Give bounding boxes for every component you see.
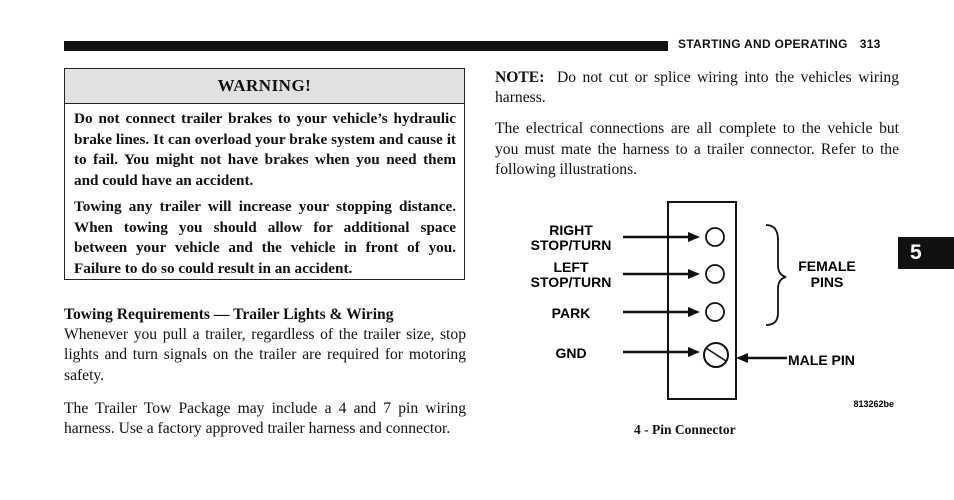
running-header [678,37,881,51]
four-pin-connector-diagram [520,195,900,415]
label-right-stop-turn: STOP/TURN [530,237,612,253]
warning-title: WARNING! [65,69,464,104]
arrow-left-stop-turn [623,269,700,279]
left-column [64,305,466,452]
note-paragraph [495,68,899,108]
warning-paragraph-1: Do not connect trailer brakes to your vehicle’s hydraulic brake lines. It can overload your brake system and cause it to fail. You might not have brakes when you need them and could have an accident. [74,110,456,189]
label-left-stop-turn: STOP/TURN [530,274,612,290]
arrow-right-stop-turn [623,232,700,242]
figure-code: 813262be [853,399,894,409]
warning-paragraph-2: Towing any trailer will increase your stopping distance. When towing you should allow for additional space between your vehicle and the vehicle in front of you. Failure to do so could result in an accident. [74,198,456,277]
trailer-lights-paragraph [64,305,466,386]
connector-body [668,202,736,399]
label-gnd: GND [555,345,587,361]
label-park: PARK [551,305,591,321]
header-rule [64,41,668,51]
arrow-male-pin [736,353,787,363]
note-text: Do not cut or splice wiring into the vehicles wiring harness. [495,69,899,107]
pin-park [706,303,724,321]
label-right: RIGHT [549,222,593,238]
note-label: NOTE: [495,69,545,86]
header-section: STARTING AND OPERATING [678,37,848,51]
paragraph-1: Whenever you pull a trailer, regardless of the trailer size, stop lights and turn signals on the trailer are required for motoring safety. [64,326,466,384]
warning-box [64,68,465,280]
connections-paragraph: The electrical connections are all complete to the vehicle but you must mate the harness to a trailer connector. Refer to the following illustrations. [495,120,899,178]
label-pins: PINS [810,274,844,290]
pin-right-stop-turn [706,228,724,246]
warning-body [65,104,464,279]
arrow-park [623,307,700,317]
subheading: Towing Requirements — Trailer Lights & Wiring [64,306,394,323]
paragraph-2: The Trailer Tow Package may include a 4 and 7 pin wiring harness. Use a factory approved trailer harness and connector. [64,399,466,438]
figure-caption: 4 - Pin Connector [634,422,736,437]
right-column [495,68,899,191]
arrow-gnd [623,347,700,357]
label-left: LEFT [553,259,589,275]
label-female: FEMALE [798,258,856,274]
female-pins-brace [766,225,786,325]
pin-left-stop-turn [706,265,724,283]
page-number: 313 [859,37,881,51]
chapter-tab: 5 [898,237,954,269]
label-male-pin: MALE PIN [788,352,855,368]
